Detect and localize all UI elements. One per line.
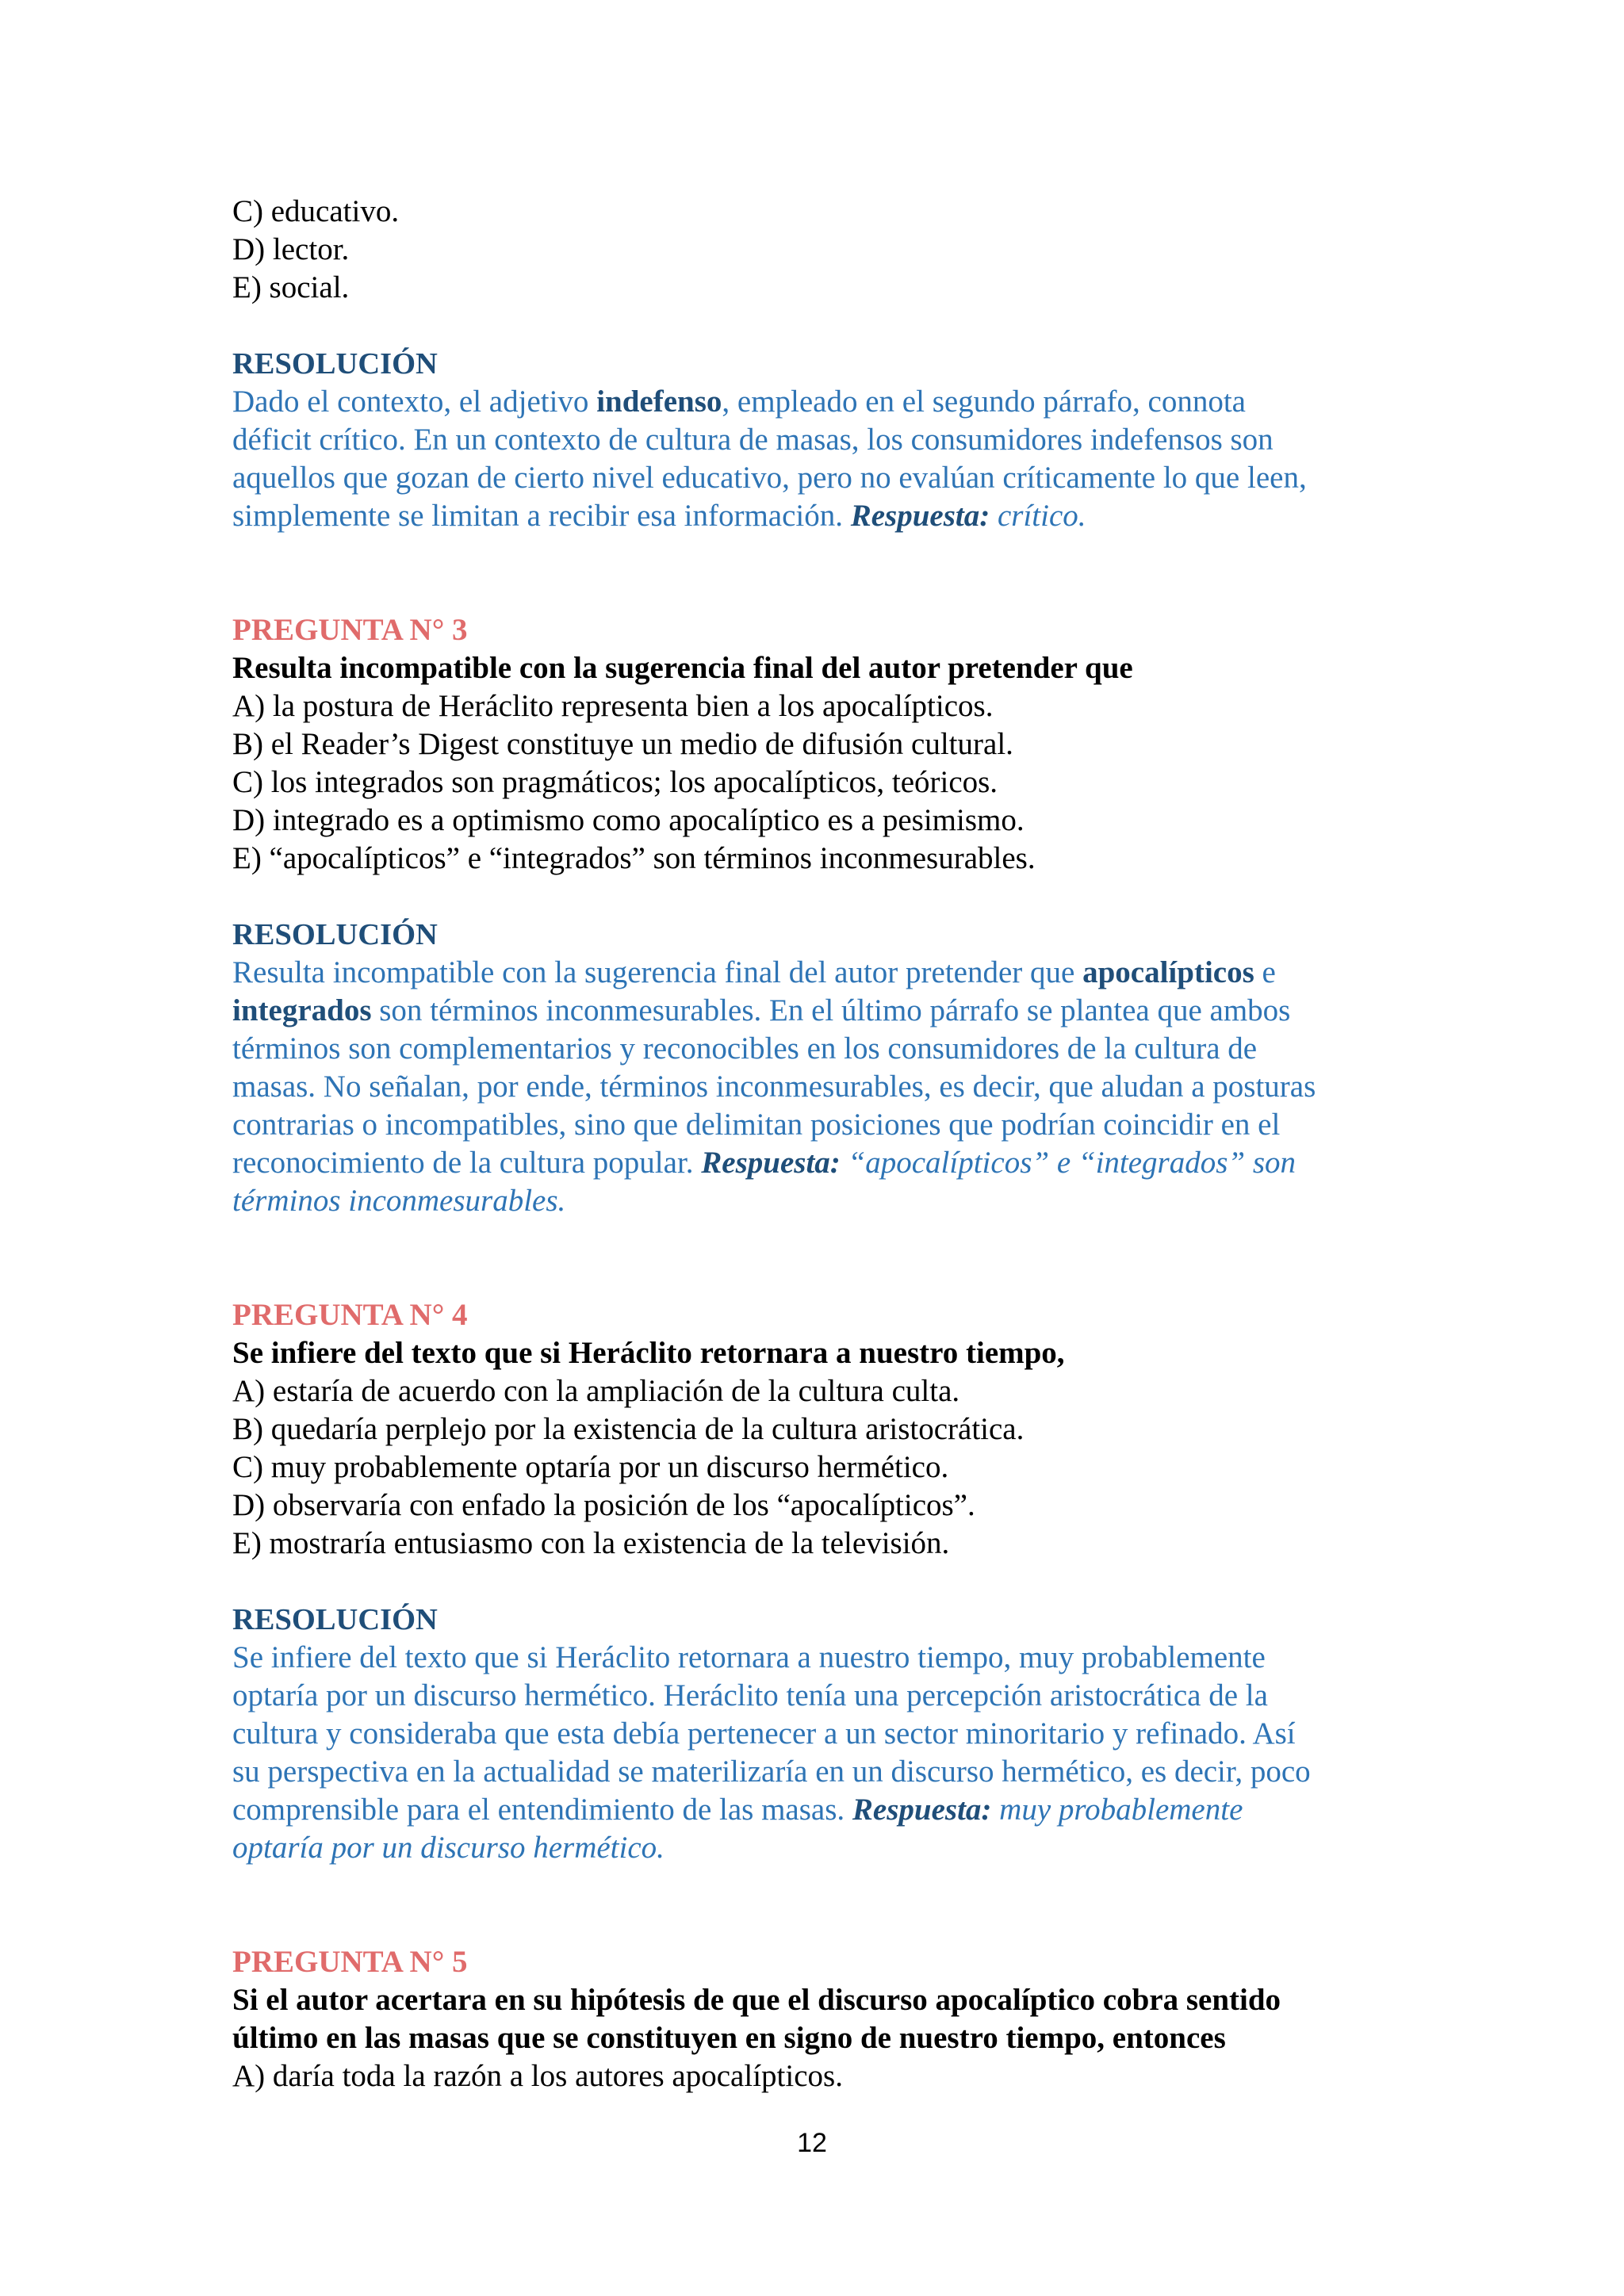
question-stem: último en las masas que se constituyen en signo de nuestro tiempo, entonces — [232, 2021, 1226, 2055]
option-a: A) daría toda la razón a los autores apocalípticos. — [232, 2059, 843, 2093]
resolution-line: masas. No señalan, por ende, términos inconmesurables, es decir, que aludan a posturas — [232, 1070, 1316, 1104]
question-stem: Si el autor acertara en su hipótesis de que el discurso apocalíptico cobra sentido — [232, 1983, 1281, 2017]
resolution-line: aquellos que gozan de cierto nivel educativo, pero no evalúan críticamente lo que leen, — [232, 461, 1307, 495]
answer-label: Respuesta: — [701, 1146, 841, 1180]
resolution-line: optaría por un discurso hermético. Heráclito tenía una percepción aristocrática de la — [232, 1678, 1268, 1712]
option-e: E) mostraría entusiasmo con la existencia de la televisión. — [232, 1526, 950, 1560]
option-c: C) muy probablemente optaría por un discurso hermético. — [232, 1450, 949, 1484]
resolution-line: Resulta incompatible con la sugerencia final del autor pretender que apocalípticos e — [232, 955, 1276, 989]
previous-options — [232, 193, 1406, 307]
option-b: B) el Reader’s Digest constituye un medio de difusión cultural. — [232, 727, 1013, 761]
page-number: 12 — [797, 2128, 827, 2158]
option-a: A) la postura de Heráclito representa bien a los apocalípticos. — [232, 689, 994, 723]
resolution-line: términos son complementarios y reconocibles en los consumidores de la cultura de — [232, 1031, 1258, 1066]
answer-text: muy probablemente — [991, 1793, 1243, 1827]
resolution-line: Se infiere del texto que si Heráclito retornara a nuestro tiempo, muy probablemente — [232, 1640, 1266, 1674]
option-d: D) observaría con enfado la posición de los “apocalípticos”. — [232, 1488, 975, 1522]
keyword: indefenso — [596, 385, 722, 419]
keyword: integrados — [232, 993, 372, 1027]
resolution-line: reconocimiento de la cultura popular. Respuesta: “apocalípticos” e “integrados” son — [232, 1146, 1297, 1180]
answer-label: Respuesta: — [850, 499, 990, 533]
resolution-line: Dado el contexto, el adjetivo indefenso, empleado en el segundo párrafo, connota — [232, 385, 1246, 419]
resolution-heading: RESOLUCIÓN — [232, 918, 438, 951]
question-title: PREGUNTA N° 3 — [232, 613, 468, 647]
resolution-line: comprensible para el entendimiento de las masas. Respuesta: muy probablemente — [232, 1793, 1243, 1827]
resolution-line — [232, 1829, 1406, 1867]
option-b: B) quedaría perplejo por la existencia de la cultura aristocrática. — [232, 1412, 1025, 1446]
resolution-line: déficit crítico. En un contexto de cultura de masas, los consumidores indefensos son — [232, 423, 1274, 457]
resolution-line: cultura y consideraba que esta debía pertenecer a un sector minoritario y refinado. Así — [232, 1716, 1296, 1751]
question-stem: Se infiere del texto que si Heráclito retornara a nuestro tiempo, — [232, 1336, 1065, 1370]
question-5 — [232, 1943, 1406, 2095]
resolution-line: su perspectiva en la actualidad se materilizaría en un discurso hermético, es decir, poco — [232, 1755, 1311, 1789]
resolution-q3 — [232, 916, 1406, 1220]
question-stem: Resulta incompatible con la sugerencia final del autor pretender que — [232, 651, 1133, 685]
answer-text: “apocalípticos” e “integrados” son — [840, 1146, 1297, 1180]
resolution-heading: RESOLUCIÓN — [232, 347, 438, 381]
answer-text: términos inconmesurables. — [232, 1184, 566, 1218]
option-e: E) “apocalípticos” e “integrados” son términos inconmesurables. — [232, 841, 1036, 875]
answer-text: optaría por un discurso hermético. — [232, 1831, 665, 1865]
answer-text: crítico. — [990, 499, 1086, 533]
option-d: D) lector. — [232, 232, 350, 266]
option-a: A) estaría de acuerdo con la ampliación de la cultura culta. — [232, 1374, 960, 1408]
option-c: C) los integrados son pragmáticos; los apocalípticos, teóricos. — [232, 765, 998, 799]
resolution-line: integrados son términos inconmesurables. En el último párrafo se plantea que ambos — [232, 993, 1291, 1027]
option-c: C) educativo. — [232, 194, 400, 228]
resolution-line: contrarias o incompatibles, sino que delimitan posiciones que podrían coincidir en el — [232, 1108, 1281, 1142]
answer-label: Respuesta: — [852, 1793, 992, 1827]
question-4 — [232, 1296, 1406, 1563]
resolution-q2 — [232, 345, 1406, 535]
resolution-q4 — [232, 1601, 1406, 1867]
resolution-line — [232, 1182, 1406, 1220]
resolution-line: simplemente se limitan a recibir esa información. Respuesta: crítico. — [232, 499, 1086, 533]
resolution-heading: RESOLUCIÓN — [232, 1603, 438, 1636]
question-title: PREGUNTA N° 5 — [232, 1945, 468, 1979]
page-content — [232, 193, 1406, 2095]
keyword: apocalípticos — [1082, 955, 1254, 989]
question-title: PREGUNTA N° 4 — [232, 1298, 468, 1332]
option-e: E) social. — [232, 270, 350, 304]
question-3 — [232, 611, 1406, 878]
option-d: D) integrado es a optimismo como apocalíptico es a pesimismo. — [232, 803, 1025, 837]
